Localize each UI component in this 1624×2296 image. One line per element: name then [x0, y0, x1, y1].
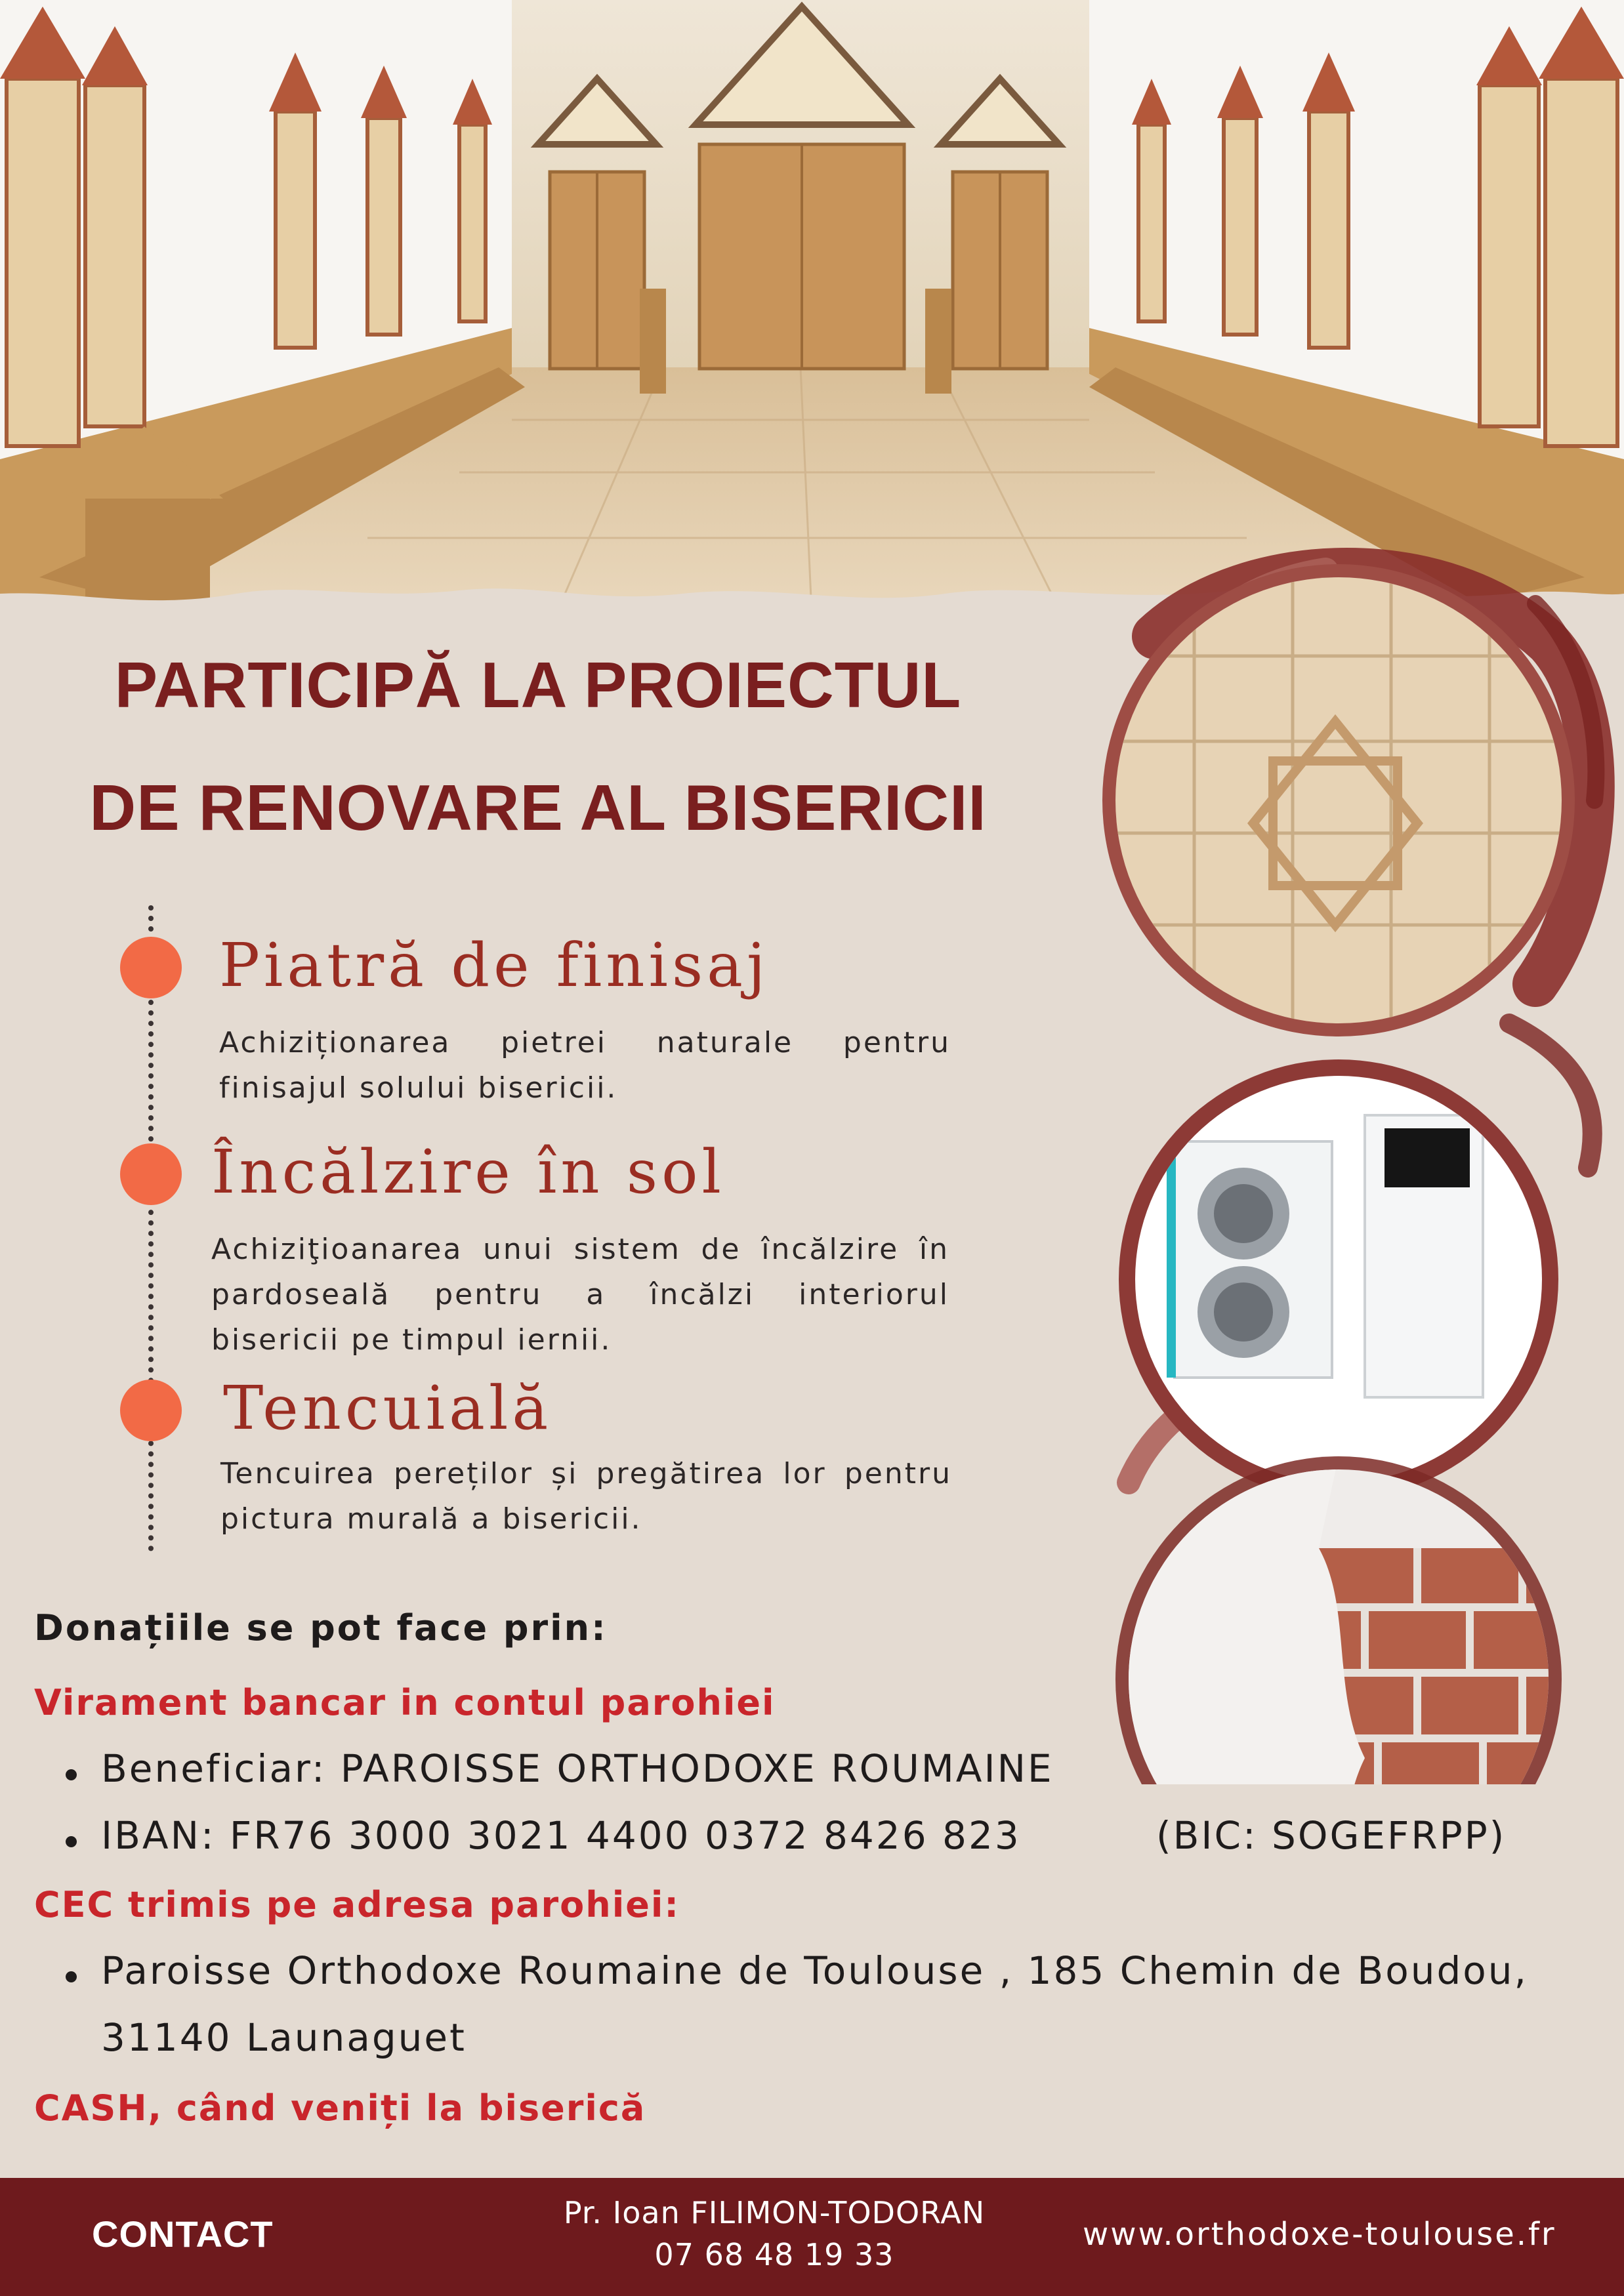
cash-heading: CASH, când veniți la biserică — [34, 2087, 646, 2129]
bullet-icon — [66, 1769, 77, 1780]
contact-label: CONTACT — [92, 2213, 274, 2255]
item-title-piatra: Piatră de finisaj — [219, 930, 770, 1000]
website-link[interactable]: www.orthodoxe-toulouse.fr — [1083, 2216, 1556, 2253]
photo-circles — [1076, 525, 1624, 1784]
title-line-1: PARTICIPĂ LA PROIECTUL — [114, 649, 962, 721]
bullet-icon — [66, 1836, 77, 1847]
orange-dot-icon — [120, 1143, 182, 1205]
item-title-tencuiala: Tencuială — [223, 1373, 552, 1443]
donations-heading: Donațiile se pot face prin: — [34, 1607, 608, 1649]
footer-bar — [0, 2178, 1624, 2296]
item-desc-incalzire: Achiziţioanarea unui sistem de încălzire în pardoseală pentru a încălzi interiorul bisericii pe timpul iernii. — [211, 1233, 949, 1357]
item-desc-tencuiala: Tencuirea pereților și pregătirea lor pentru pictura murală a bisericii. — [220, 1457, 952, 1536]
phone-number[interactable]: 07 68 48 19 33 — [654, 2237, 894, 2272]
iban-line: IBAN: FR76 3000 3021 4400 0372 8426 823 — [101, 1813, 1021, 1858]
priest-name: Pr. Ioan FILIMON-TODORAN — [563, 2195, 986, 2230]
timeline-dotted-line — [148, 905, 154, 1551]
orange-dot-icon — [120, 1380, 182, 1441]
title-line-2: DE RENOVARE AL BISERICII — [89, 771, 987, 844]
bic-line: (BIC: SOGEFRPP) — [1156, 1813, 1507, 1858]
cec-heading: CEC trimis pe adresa parohiei: — [34, 1884, 680, 1925]
item-desc-piatra: Achiziționarea pietrei naturale pentru finisajul solului bisericii. — [219, 1026, 951, 1105]
bank-transfer-heading: Virament bancar in contul parohiei — [34, 1682, 776, 1723]
orange-dot-icon — [120, 937, 182, 998]
item-title-incalzire: Încălzire în sol — [211, 1137, 725, 1207]
address-line-1: Paroisse Orthodoxe Roumaine de Toulouse , 185 Chemin de Boudou, — [101, 1948, 1528, 1993]
bullet-icon — [66, 1971, 77, 1982]
address-line-2: 31140 Launaguet — [101, 2015, 467, 2060]
beneficiary-line: Beneficiar: PAROISSE ORTHODOXE ROUMAINE — [101, 1746, 1054, 1791]
